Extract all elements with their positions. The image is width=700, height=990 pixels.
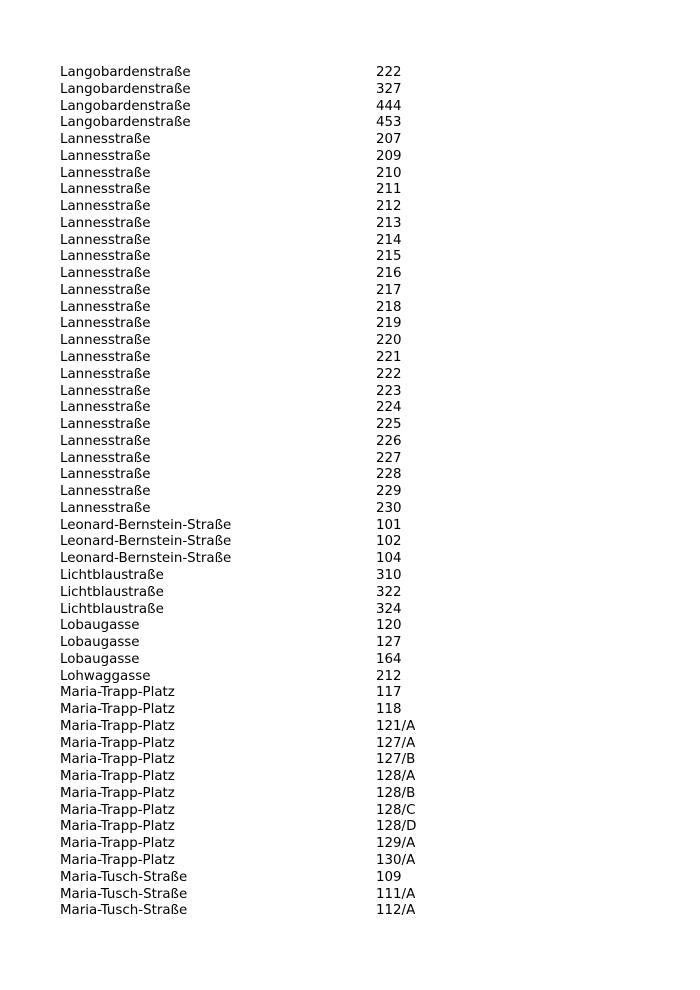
street-name: Lannesstraße — [60, 148, 151, 164]
list-row — [60, 65, 480, 82]
street-name: Lannesstraße — [60, 199, 151, 215]
street-name: Maria-Trapp-Platz — [60, 785, 175, 801]
list-row — [60, 132, 480, 149]
house-number: 210 — [376, 165, 402, 181]
house-number: 327 — [376, 81, 402, 97]
list-row — [60, 685, 480, 702]
street-name: Lannesstraße — [60, 484, 151, 500]
street-name: Lannesstraße — [60, 333, 151, 349]
list-row — [60, 635, 480, 652]
house-number: 128/A — [376, 769, 416, 785]
street-name: Maria-Trapp-Platz — [60, 718, 175, 734]
street-name: Lichtblaustraße — [60, 601, 164, 617]
house-number: 444 — [376, 98, 402, 114]
list-row — [60, 350, 480, 367]
street-name: Maria-Trapp-Platz — [60, 769, 175, 785]
street-name: Maria-Trapp-Platz — [60, 836, 175, 852]
street-name: Leonard-Bernstein-Straße — [60, 551, 232, 567]
list-row — [60, 501, 480, 518]
street-name: Lannesstraße — [60, 400, 151, 416]
house-number: 112/A — [376, 903, 416, 919]
street-name: Lannesstraße — [60, 450, 151, 466]
house-number: 226 — [376, 433, 402, 449]
list-row — [60, 786, 480, 803]
street-name: Lohwaggasse — [60, 668, 151, 684]
list-row — [60, 417, 480, 434]
house-number: 207 — [376, 132, 402, 148]
house-number: 225 — [376, 417, 402, 433]
house-number: 128/D — [376, 819, 417, 835]
house-number: 324 — [376, 601, 402, 617]
list-row — [60, 736, 480, 753]
house-number: 212 — [376, 199, 402, 215]
street-name: Maria-Trapp-Platz — [60, 752, 175, 768]
house-number: 217 — [376, 282, 402, 298]
house-number: 101 — [376, 517, 402, 533]
house-number: 223 — [376, 383, 402, 399]
street-name: Lannesstraße — [60, 299, 151, 315]
list-row — [60, 551, 480, 568]
house-number: 164 — [376, 651, 402, 667]
street-name: Lobaugasse — [60, 618, 140, 634]
house-number: 227 — [376, 450, 402, 466]
list-row — [60, 115, 480, 132]
list-row — [60, 367, 480, 384]
house-number: 218 — [376, 299, 402, 315]
house-number: 222 — [376, 366, 402, 382]
house-number: 127/A — [376, 735, 416, 751]
street-name: Lannesstraße — [60, 132, 151, 148]
house-number: 104 — [376, 551, 402, 567]
house-number: 118 — [376, 702, 402, 718]
street-name: Lobaugasse — [60, 651, 140, 667]
street-name: Langobardenstraße — [60, 65, 191, 80]
list-row — [60, 199, 480, 216]
house-number: 214 — [376, 232, 402, 248]
house-number: 117 — [376, 685, 402, 701]
list-row — [60, 819, 480, 836]
house-number: 109 — [376, 869, 402, 885]
street-name: Maria-Tusch-Straße — [60, 869, 188, 885]
list-row — [60, 836, 480, 853]
street-name: Lannesstraße — [60, 350, 151, 366]
list-row — [60, 233, 480, 250]
list-row — [60, 887, 480, 904]
list-row — [60, 669, 480, 686]
street-name: Lannesstraße — [60, 467, 151, 483]
street-name: Lannesstraße — [60, 433, 151, 449]
street-name: Lobaugasse — [60, 635, 140, 651]
house-number: 228 — [376, 467, 402, 483]
street-name: Lannesstraße — [60, 366, 151, 382]
list-row — [60, 484, 480, 501]
house-number: 128/C — [376, 802, 416, 818]
house-number: 102 — [376, 534, 402, 550]
street-name: Leonard-Bernstein-Straße — [60, 534, 232, 550]
list-row — [60, 99, 480, 116]
list-row — [60, 803, 480, 820]
address-list — [60, 65, 480, 920]
list-row — [60, 568, 480, 585]
house-number: 128/B — [376, 785, 416, 801]
list-row — [60, 602, 480, 619]
house-number: 129/A — [376, 836, 416, 852]
house-number: 212 — [376, 668, 402, 684]
street-name: Lannesstraße — [60, 316, 151, 332]
list-row — [60, 467, 480, 484]
street-name: Maria-Tusch-Straße — [60, 886, 188, 902]
list-row — [60, 182, 480, 199]
house-number: 224 — [376, 400, 402, 416]
street-name: Leonard-Bernstein-Straße — [60, 517, 232, 533]
list-row — [60, 300, 480, 317]
list-row — [60, 534, 480, 551]
street-name: Langobardenstraße — [60, 98, 191, 114]
list-row — [60, 903, 480, 920]
house-number: 127/B — [376, 752, 416, 768]
list-row — [60, 518, 480, 535]
list-row — [60, 283, 480, 300]
house-number: 220 — [376, 333, 402, 349]
street-name: Lannesstraße — [60, 249, 151, 265]
list-row — [60, 216, 480, 233]
street-name: Lannesstraße — [60, 182, 151, 198]
house-number: 322 — [376, 584, 402, 600]
street-name: Lannesstraße — [60, 383, 151, 399]
list-row — [60, 400, 480, 417]
list-row — [60, 870, 480, 887]
street-name: Lannesstraße — [60, 500, 151, 516]
street-name: Lannesstraße — [60, 165, 151, 181]
list-row — [60, 853, 480, 870]
list-row — [60, 769, 480, 786]
house-number: 221 — [376, 350, 402, 366]
list-row — [60, 384, 480, 401]
list-row — [60, 333, 480, 350]
street-name: Maria-Trapp-Platz — [60, 819, 175, 835]
house-number: 222 — [376, 65, 402, 80]
house-number: 111/A — [376, 886, 416, 902]
street-name: Langobardenstraße — [60, 81, 191, 97]
house-number: 215 — [376, 249, 402, 265]
street-name: Lannesstraße — [60, 282, 151, 298]
street-name: Lannesstraße — [60, 266, 151, 282]
street-name: Maria-Trapp-Platz — [60, 685, 175, 701]
list-row — [60, 719, 480, 736]
street-name: Lannesstraße — [60, 215, 151, 231]
house-number: 229 — [376, 484, 402, 500]
house-number: 121/A — [376, 718, 416, 734]
list-row — [60, 652, 480, 669]
list-row — [60, 266, 480, 283]
street-name: Maria-Trapp-Platz — [60, 735, 175, 751]
list-row — [60, 316, 480, 333]
street-name: Lannesstraße — [60, 232, 151, 248]
street-name: Maria-Tusch-Straße — [60, 903, 188, 919]
house-number: 209 — [376, 148, 402, 164]
list-row — [60, 149, 480, 166]
street-name: Langobardenstraße — [60, 115, 191, 131]
house-number: 130/A — [376, 852, 416, 868]
house-number: 216 — [376, 266, 402, 282]
list-row — [60, 166, 480, 183]
street-name: Maria-Trapp-Platz — [60, 852, 175, 868]
street-name: Lichtblaustraße — [60, 584, 164, 600]
list-row — [60, 82, 480, 99]
street-name: Maria-Trapp-Platz — [60, 802, 175, 818]
street-name: Lannesstraße — [60, 417, 151, 433]
list-row — [60, 618, 480, 635]
list-row — [60, 752, 480, 769]
house-number: 310 — [376, 567, 402, 583]
list-row — [60, 434, 480, 451]
house-number: 213 — [376, 215, 402, 231]
street-name: Maria-Trapp-Platz — [60, 702, 175, 718]
list-row — [60, 249, 480, 266]
list-row — [60, 585, 480, 602]
list-row — [60, 451, 480, 468]
house-number: 230 — [376, 500, 402, 516]
house-number: 219 — [376, 316, 402, 332]
house-number: 120 — [376, 618, 402, 634]
street-name: Lichtblaustraße — [60, 567, 164, 583]
house-number: 211 — [376, 182, 402, 198]
house-number: 453 — [376, 115, 402, 131]
list-row — [60, 702, 480, 719]
house-number: 127 — [376, 635, 402, 651]
